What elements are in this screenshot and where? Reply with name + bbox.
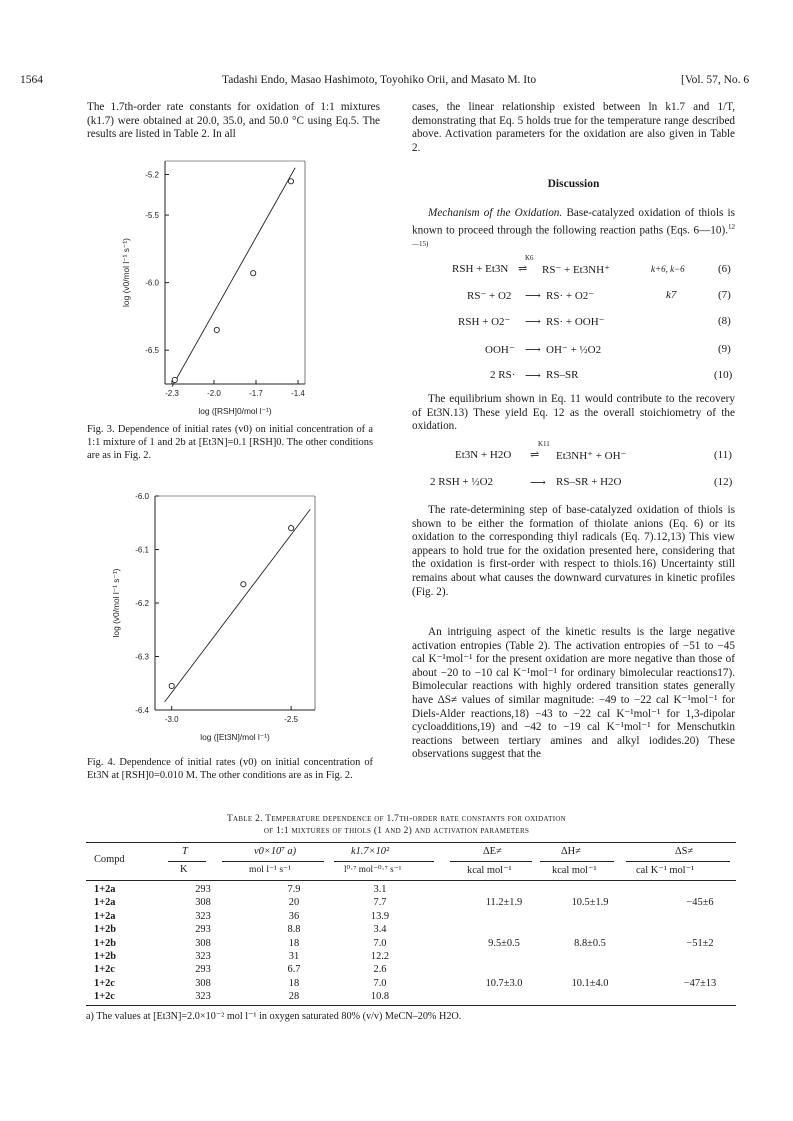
th-compd: Compd (94, 854, 125, 865)
data-point (289, 526, 294, 531)
th-delta-s: ΔS≠ (675, 846, 694, 857)
table-row (86, 964, 736, 977)
eq6-lhs: RSH + Et3N (452, 263, 509, 275)
data-point (241, 582, 246, 587)
running-authors: Tadashi Endo, Masao Hashimoto, Toyohiko Orii, and Masato M. Ito (222, 74, 537, 86)
table-row (86, 884, 736, 897)
eq11-equilibrium-arrow: ⇌ (530, 449, 540, 461)
table-cell: 1+2b (94, 924, 117, 936)
th-v0-unit: mol l⁻¹ s⁻¹ (249, 864, 292, 875)
equation-11 (430, 440, 735, 465)
equation-7 (430, 289, 735, 305)
eq6-number: (6) (718, 263, 731, 275)
table-row (86, 897, 736, 910)
mechanism-refs: 12—15) (412, 222, 735, 248)
table-cell: 1+2a (94, 910, 116, 922)
eq8-arrow: ⟶ (525, 316, 541, 328)
eq9-lhs: OOH⁻ (485, 344, 515, 356)
th-delta-h-unit: kcal mol⁻¹ (552, 865, 597, 876)
eq6-rate-constants: k+6, k−6 (651, 264, 685, 274)
data-point (288, 179, 293, 184)
table-cell: 31 (288, 951, 300, 962)
table-cell: 1+2c (94, 991, 115, 1003)
table-2-title-line-2: of 1:1 mixtures of thiols (1 and 2) and activation parameters (263, 826, 530, 836)
table-cell: 7.9 (287, 884, 301, 895)
equation-10 (430, 369, 735, 385)
data-point (251, 271, 256, 276)
eq7-number: (7) (718, 289, 731, 301)
y-tick-label: -5.5 (145, 211, 159, 221)
eq7-arrow: ⟶ (525, 290, 541, 302)
y-axis-label: log (v0/mol l⁻¹ s⁻¹) (121, 238, 131, 307)
table-cell: 3.1 (373, 884, 387, 895)
y-tick-label: -6.2 (135, 599, 149, 608)
x-tick-label: -1.7 (249, 389, 263, 398)
equation-9 (430, 341, 735, 361)
table-cell: −45±6 (686, 897, 714, 909)
right-paragraph-2: The equilibrium shown in Eq. 11 would contribute to the recovery of Et3N.13) These yield Eq. 12 as the overall stoichiometry of the oxidation. (412, 393, 735, 433)
y-tick-label: -6.1 (135, 545, 149, 555)
th-t-underline (168, 861, 206, 862)
table-cell: 308 (195, 977, 211, 989)
table-top-rule (86, 842, 736, 843)
table-row (86, 938, 736, 951)
table-row (86, 951, 736, 964)
th-delta-e-underline (450, 861, 532, 862)
th-delta-s-unit: cal K⁻¹ mol⁻¹ (636, 865, 695, 876)
equation-8 (430, 315, 735, 331)
table-cell: 11.2±1.9 (485, 897, 523, 909)
y-tick-label: -6.0 (135, 492, 149, 501)
eq11-lhs: Et3N + H2O (455, 449, 512, 461)
data-point (169, 683, 174, 688)
figure-3-chart (90, 155, 350, 425)
th-k17-unit: l⁰·⁷ mol⁻⁰·⁷ s⁻¹ (344, 864, 402, 874)
table-footnote: a) The values at [Et3N]=2.0×10⁻² mol l⁻¹ in oxygen saturated 80% (v/v) MeCN–20% H2O. (86, 1011, 462, 1022)
mechanism-text: Base-catalyzed oxidation of thiols is known to proceed through the following reaction paths (Eqs. 6—10). (412, 207, 736, 237)
table-cell: 20 (288, 897, 300, 909)
table-cell: 293 (195, 884, 211, 895)
x-tick-label: -2.5 (284, 715, 299, 724)
table-cell: 10.8 (370, 991, 390, 1003)
eq10-rhs: RS–SR (546, 369, 579, 381)
eq11-rhs: Et3NH⁺ + OH⁻ (556, 450, 627, 462)
table-cell: 9.5±0.5 (488, 937, 520, 949)
table-cell: 8.8±0.5 (574, 937, 606, 949)
table-cell: 18 (288, 937, 300, 949)
table-cell: 323 (195, 910, 211, 922)
equation-6 (430, 254, 735, 279)
table-2-title-line-1: Table 2. Temperature dependence of 1.7th-order rate constants for oxidation (226, 814, 567, 824)
table-cell: 12.2 (370, 951, 390, 962)
eq11-arrow-label: K11 (538, 440, 550, 448)
x-tick-label: -3.0 (164, 715, 179, 724)
mechanism-paragraph (412, 207, 735, 255)
eq7-lhs: RS⁻ + O2 (467, 290, 512, 302)
table-cell: 10.1±4.0 (571, 977, 609, 989)
table-cell: 7.7 (373, 897, 387, 909)
y-tick-label: -6.3 (135, 652, 149, 662)
y-tick-label: -6.0 (145, 278, 159, 288)
table-cell: 10.7±3.0 (485, 977, 523, 989)
eq6-rhs: RS⁻ + Et3NH⁺ (542, 264, 610, 276)
regression-line (172, 168, 295, 387)
table-row (86, 924, 736, 937)
eq6-arrow-label: K6 (525, 254, 534, 262)
table-cell: 7.0 (373, 937, 387, 949)
table-cell: 1+2a (94, 884, 116, 895)
eq8-lhs: RSH + O2⁻ (458, 316, 511, 328)
table-cell: 323 (195, 951, 211, 962)
eq6-equilibrium-arrow: ⇌ (518, 263, 528, 275)
right-paragraph-1: cases, the linear relationship existed between ln k1.7 and 1/T, demonstrating that Eq. 5 holds true for the temperature range described above. Activation parameters for the oxidation are also given in Table 2. (412, 101, 735, 154)
equation-12 (430, 474, 735, 492)
eq7-rhs: RS· + O2⁻ (546, 290, 595, 302)
table-row (86, 978, 736, 991)
th-k17: k1.7×10² (351, 846, 390, 857)
eq12-arrow: ⟶ (530, 477, 546, 489)
eq10-number: (10) (714, 369, 733, 381)
figure-3-caption: Fig. 3. Dependence of initial rates (v0) on initial concentration of a 1:1 mixture of 1 and 2b at [Et3N]=0.1 [RSH]0. The other conditions are as in Fig. 2. (87, 424, 373, 461)
table-bottom-rule (86, 1005, 736, 1006)
th-t: T (182, 846, 188, 857)
x-tick-label: -2.0 (207, 389, 221, 398)
y-tick-label: -5.2 (145, 170, 159, 180)
table-cell: 1+2c (94, 964, 115, 976)
table-cell: 2.6 (373, 964, 387, 976)
eq12-number: (12) (714, 476, 733, 488)
x-tick-label: -1.4 (291, 389, 305, 398)
y-axis-label: log (v0/mol l⁻¹ s⁻¹) (111, 568, 121, 638)
page-number: 1564 (20, 74, 43, 86)
table-cell: 8.8 (287, 924, 301, 936)
th-delta-e: ΔE≠ (483, 846, 502, 857)
data-point (214, 327, 219, 332)
y-tick-label: -6.4 (135, 706, 149, 715)
eq12-lhs: 2 RSH + ½O2 (430, 476, 494, 488)
left-paragraph-1: The 1.7th-order rate constants for oxidation of 1:1 mixtures (k1.7) were obtained at 20.0, 35.0, and 50.0 °C using Eq.5. The results are listed in Table 2. In all (87, 101, 380, 141)
running-volume: [Vol. 57, No. 6 (681, 74, 750, 86)
x-tick-label: -2.3 (165, 389, 179, 398)
eq7-rate-constant: k7 (666, 289, 677, 301)
table-cell: 28 (288, 991, 300, 1003)
eq12-rhs: RS–SR + H2O (556, 476, 622, 488)
th-delta-h-underline (540, 861, 614, 862)
figure-4-caption: Fig. 4. Dependence of initial rates (v0) on initial concentration of Et3N at [RSH]0=0.010 M. The other conditions are as in Fig. 2. (87, 757, 373, 781)
x-axis-label: log ([RSH]0/mol l⁻¹) (198, 406, 272, 416)
table-cell: 1+2c (94, 977, 115, 989)
table-cell: 3.4 (373, 924, 387, 936)
table-cell: 293 (195, 964, 211, 976)
eq9-rhs: OH⁻ + ½O2 (546, 344, 602, 356)
eq9-number: (9) (718, 343, 731, 355)
x-axis-label: log ([Et3N]/mol l⁻¹) (200, 732, 270, 742)
table-cell: 36 (288, 910, 300, 922)
figure-4-chart (90, 488, 350, 758)
right-paragraph-3: The rate-determining step of base-catalyzed oxidation of thiols is shown to be either the formation of thiolate anions (Eq. 6) or its oxidation to the corresponding thiyl radicals (Eq. 7).12,13) This view appears to hold true for the oxidation presented here, considering that the oxidation is first-order with respect to thiols.16) Uncertainty still remains about what causes the downward curvatures in kinetic profiles (Fig. 2). (412, 504, 735, 598)
th-v0-underline (222, 861, 324, 862)
regression-line (165, 509, 311, 702)
eq8-number: (8) (718, 315, 731, 327)
eq9-arrow: ⟶ (525, 344, 541, 356)
table-cell: 293 (195, 924, 211, 936)
eq10-lhs: 2 RS· (490, 369, 516, 381)
th-delta-h: ΔH≠ (561, 846, 581, 857)
table-cell: 7.0 (373, 977, 387, 989)
th-delta-s-underline (626, 861, 730, 862)
table-cell: 1+2b (94, 951, 117, 962)
table-header (86, 846, 736, 878)
table-cell: 1+2b (94, 937, 117, 949)
eq10-arrow: ⟶ (525, 370, 541, 382)
table-cell: 13.9 (370, 910, 390, 922)
eq11-number: (11) (714, 449, 732, 461)
y-tick-label: -6.5 (145, 346, 159, 356)
table-row (86, 991, 736, 1004)
table-cell: 18 (288, 977, 300, 989)
table-cell: −51±2 (686, 937, 714, 949)
table-cell: −47±13 (683, 977, 717, 989)
table-row (86, 911, 736, 924)
data-point (172, 377, 177, 382)
th-t-unit: K (180, 864, 188, 875)
table-cell: 323 (195, 991, 211, 1003)
table-cell: 308 (195, 897, 211, 909)
th-delta-e-unit: kcal mol⁻¹ (467, 865, 512, 876)
eq8-rhs: RS· + OOH⁻ (546, 316, 605, 328)
th-k17-underline (334, 861, 434, 862)
th-v0: v0×10⁷ a) (254, 846, 297, 857)
table-header-rule (86, 880, 736, 881)
table-cell: 1+2a (94, 897, 116, 909)
discussion-heading: Discussion (547, 178, 600, 190)
table-cell: 10.5±1.9 (571, 897, 609, 909)
table-cell: 6.7 (287, 964, 301, 976)
right-paragraph-4: An intriguing aspect of the kinetic results is the large negative activation entropies (Table 2). The activation entropies of −51 to −45 cal K⁻¹mol⁻¹ for the present oxidation are more negative than those of about −20 to −10 cal K⁻¹mol⁻¹ for ordinary bimolecular reactions17). Bimolecular reactions with highly ordered transition states generally have ΔS≠ values of similar magnitude: −49 to −22 cal K⁻¹mol⁻¹ for Diels-Alder reactions,18) −43 to −22 cal K⁻¹mol⁻¹ for 1,3-dipolar cycloadditions,19) and −42 to −19 cal K⁻¹mol⁻¹ for Menschutkin reactions between tertiary amines and alkyl iodides.20) These observations suggest that the (412, 626, 735, 761)
mechanism-title: Mechanism of the Oxidation. (428, 207, 563, 219)
table-cell: 308 (195, 937, 211, 949)
